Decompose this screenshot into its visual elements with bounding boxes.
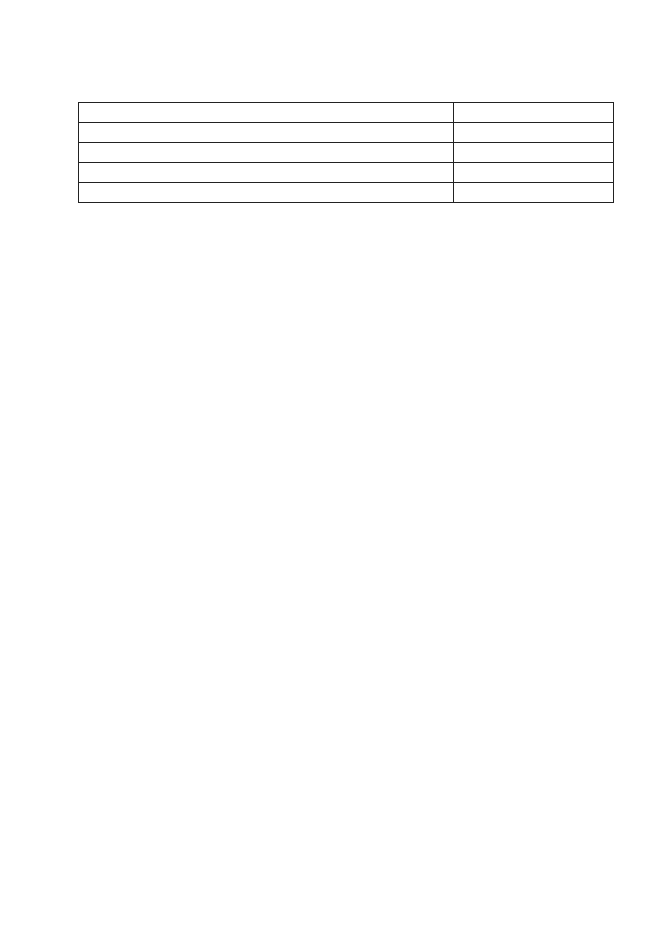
time-cell (453, 143, 614, 163)
factor-cell (79, 143, 454, 163)
column-header-factor (79, 103, 454, 123)
time-cell (453, 123, 614, 143)
table-header-row (79, 103, 614, 123)
factor-cell (79, 123, 454, 143)
factor-cell (79, 183, 454, 203)
factors-table (78, 102, 614, 203)
document-body (78, 90, 614, 216)
table-row (79, 143, 614, 163)
table-row-total (79, 183, 614, 203)
factor-cell (79, 163, 454, 183)
time-cell (453, 183, 614, 203)
column-header-time (453, 103, 614, 123)
table-row (79, 123, 614, 143)
table-row (79, 163, 614, 183)
time-cell (453, 163, 614, 183)
